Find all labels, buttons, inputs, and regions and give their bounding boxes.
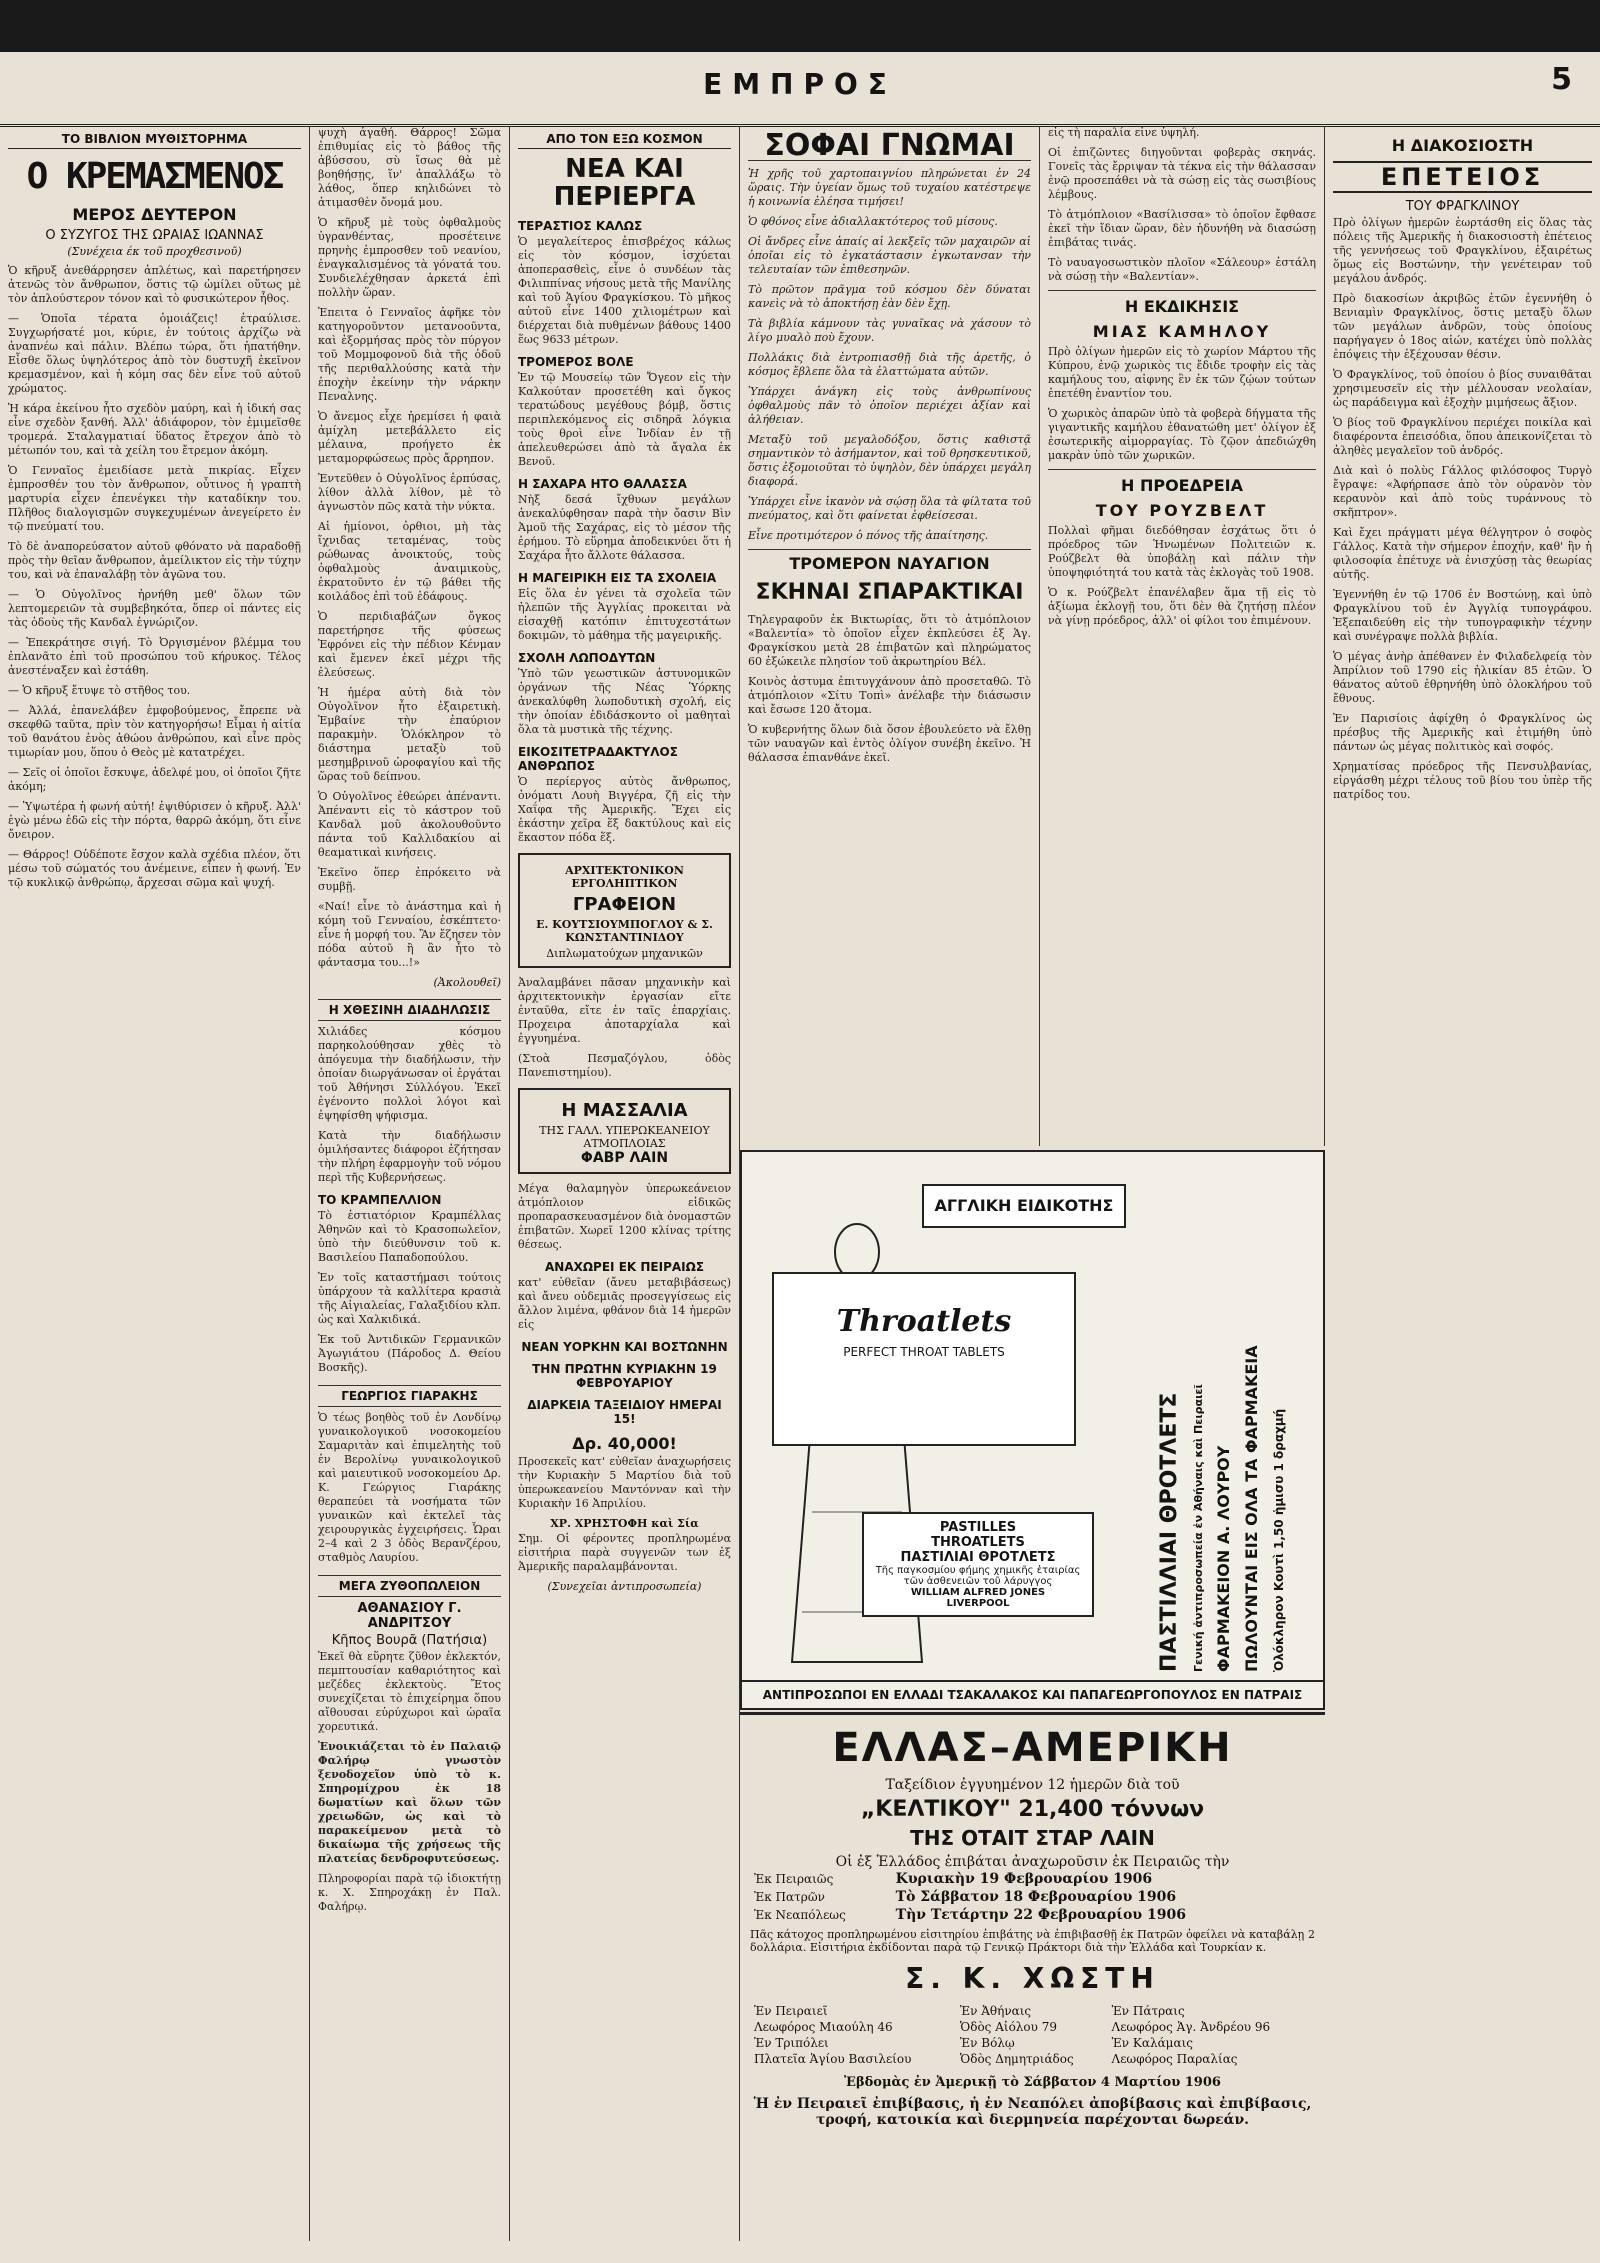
paragraph: — Θάρρος! Οὐδέποτε ἔσχον καλὰ σχέδια πλέον, ὅτι μέσω τοῦ σώματός του ἀνέμεινε, εἶπεν ἡ φωνή. Ἐν τῷ κυκλικῷ ἀνθρώπῳ, ἄρχεσαι σῶμα καὶ ψυχή. xyxy=(8,848,301,889)
ad-paragraph: Πᾶς κάτοχος προπληρωμένου εἰσιτηρίου ἐπιβάτης νὰ ἐπιβιβασθῇ ἐκ Πατρῶν ὀφείλει νὰ καταβάλῃ 2 δολλάρια. Εἰσιτήρια ἐκδίδονται παρὰ τῷ Γενικῷ Πράκτορι διὰ τὴν Ἑλλάδα καὶ Τουρκίαν κ. xyxy=(750,1928,1315,1954)
paragraph: Ἐκεῖ θὰ εὕρητε ζῦθον ἐκλεκτόν, πεμπτουσίαν καθαριότητος καὶ μεζέδες ἐκλεκτοὺς. Ἔτος συνεχίζεται τὸ ἐπιχείρημα ὅπου αἴθουσαι εὐρύχωροι καὶ ὡραῖα χορευτικά. xyxy=(318,1650,501,1733)
box-line: THROATLETS xyxy=(931,1535,1025,1550)
paragraph: Πολλαὶ φῆμαι διεδόθησαν ἐσχάτως ὅτι ὁ πρόεδρος τῶν Ἡνωμένων Πολιτειῶν κ. Ρούζβελτ θὰ ὑποβάλῃ καὶ πάλιν τὴν ὑποψηφιότητά του κατὰ τὰς ἐκλογὰς τοῦ 1908. xyxy=(1048,524,1316,579)
ad-location: Κῆπος Βουρᾶ (Πατήσια) xyxy=(331,1633,488,1648)
article-heading: ΤΟΥ ΦΡΑΓΚΛΙΝΟΥ xyxy=(1405,199,1520,214)
article-heading: ΕΠΕΤΕΙΟΣ xyxy=(1333,161,1592,193)
ad-subheading: ΑΘΑΝΑΣΙΟΥ Γ. ΑΝΔΡΙΤΣΟΥ xyxy=(357,1601,462,1631)
paragraph: Νὴξ δεσά ἴχθυων μεγάλων ἀνεκαλύφθησαν παρὰ τὴν ὄασιν Βὶν Ἀμοῦ τῆς Σαχάρας, εἰς τὸ μέσον τῆς ἐρήμου. Τὸ εὕρημα ἀποδεικνύει ὅτι ἡ Σαχάρα ἦτο ἄλλοτε θάλασσα. xyxy=(518,493,731,562)
subpart-title: Ο ΣΥΖΥΓΟΣ ΤΗΣ ΩΡΑΙΑΣ ΙΩΑΝΝΑΣ xyxy=(45,228,264,243)
office: Πλατεῖα Ἁγίου Βασιλείου xyxy=(754,2052,912,2066)
line-name: ΤΗΣ ΟΤΑΙΤ ΣΤΑΡ ΛΑΙΝ xyxy=(910,1826,1155,1850)
paragraph: Χρηματίσας πρόεδρος τῆς Πενσυλβανίας, εἰργάσθη μέχρι τέλους τοῦ βίου του ὑπὲρ τῆς πατρίδος του. xyxy=(1333,760,1592,801)
paragraph: Ἐνοικιάζεται τὸ ἐν Παλαιῷ Φαλήρῳ γνωστὸν ξενοδοχεῖον ὑπὸ τὸ κ. Σπηρομίχρου ἐκ 18 δωματίων καὶ ὅλων τῶν χρειωδῶν, ὡς καὶ τὸ παρακείμενον μετὰ τὸ δικαίωμα τῆς χρήσεως τῆς πλατείας δενδροφυτεύσεως. xyxy=(318,1740,501,1865)
columns-4-5-top xyxy=(740,126,1325,1146)
agent-name: Σ. Κ. ΧΩΣΤΗ xyxy=(905,1962,1160,1995)
paragraph: Ὁ κῆρυξ μὲ τοὺς ὀφθαλμοὺς ὑγρανθέντας, προσέτεινε πρηνὴς ἐμπροσθεν τοῦ νεανίου, ἐναγκαλισμένος τὰ γόνατά του. Συνδιελέχθησαν ἀρκετά ἐπὶ πολλὴν ὥραν. xyxy=(318,216,501,299)
continued-note: (Συνεχεῖαι ἀντιπροσωπεία) xyxy=(547,1580,702,1593)
ad-heading: ΤΗΝ ΠΡΩΤΗΝ ΚΥΡΙΑΚΗΝ 19 ΦΕΒΡΟΥΑΡΙΟΥ xyxy=(532,1362,717,1390)
paragraph: Μέγα θαλαμηγὸν ὑπερωκεάνειον ἀτμόπλοιον εἰδικῶς προπαρασκευασμένον διὰ ὀνομαστῶν ἐπιβατῶν. Χωρεῖ 1200 κλίνας τρίτης θέσεως. xyxy=(518,1182,731,1251)
saying: Τὸ πρῶτον πρᾶγμα τοῦ κόσμου δὲν δύναται κανεὶς νὰ τὸ ἀποκτήσῃ ἐὰν δὲν ἔχῃ. xyxy=(748,283,1031,310)
box-line: PASTILLES xyxy=(939,1520,1017,1535)
article-heading: ΤΡΟΜΕΡΟΝ ΝΑΥΑΓΙΟΝ xyxy=(748,549,1031,573)
ad-line: Διπλωματούχων μηχανικῶν xyxy=(546,947,703,960)
paragraph: ψυχὴ ἀγαθή. Θάρρος! Σῶμα ἐπιθυμίας εἰς τὸ βάθος τῆς ἀβύσσου, σὺ ἴσως θὰ μὲ βοηθήσῃς, ἵν' ἀπαλλάξω τὸ λάθος, ὅπερ κηλιδώνει τὸ ἀτιμασθὲν ὄνομά μου. xyxy=(318,126,501,209)
saying: Ὑπάρχει ἀνάγκη εἰς τοὺς ἀνθρωπίνους ὀφθαλμοὺς πᾶν τὸ ὁποῖον περιέχει ἀξίαν καὶ ἀλήθειαν. xyxy=(748,385,1031,426)
date: Τὴν Τετάρτην 22 Φεβρουαρίου 1906 xyxy=(895,1907,1186,1923)
ad-heading: ΜΕΓΑ ΖΥΘΟΠΩΛΕΙΟΝ xyxy=(318,1575,501,1597)
date: Τὸ Σάββατον 18 Φεβρουαρίου 1906 xyxy=(895,1889,1177,1905)
column-franklin xyxy=(1325,126,1600,2241)
departure-table xyxy=(750,1870,1315,1924)
article-heading: Η ΔΙΑΚΟΣΙΟΣΤΗ xyxy=(1391,136,1534,155)
ad-line: Η ΜΑΣΣΑΛΙΑ xyxy=(561,1100,688,1121)
paragraph: — Ὁ κῆρυξ ἔτυψε τὸ στῆθος του. xyxy=(8,684,191,697)
article-heading: Η ΜΑΓΕΙΡΙΚΗ ΕΙΣ ΤΑ ΣΧΟΛΕΙΑ xyxy=(518,571,717,585)
ad-label: ΑΓΓΛΙΚΗ ΕΙΔΙΚΟΤΗΣ xyxy=(922,1184,1126,1228)
ship-name: „ΚΕΛΤΙΚΟΥ" 21,400 τόννων xyxy=(860,1797,1205,1822)
paragraph: Διὰ καὶ ὁ πολὺς Γάλλος φιλόσοφος Τυργὸ ἔγραψε: «Ἀφήρπασε ἀπὸ τὸν οὐρανὸν τὸν κεραυνὸν καὶ ἀπὸ τοὺς τυράννους τὸ σκῆπτρον». xyxy=(1333,464,1592,519)
section-title: ΝΕΑ ΚΑΙ ΠΕΡΙΕΡΓΑ xyxy=(553,154,696,212)
table-row xyxy=(750,2051,1315,2067)
paragraph: Κατὰ τὴν διαδήλωσιν ὁμιλήσαντες διάφοροι ἐζήτησαν τὴν πλήρη ἐφαρμογὴν τοῦ νόμου περὶ τῆς Κυβερνήσεως. xyxy=(318,1129,501,1184)
vertical-ad-text: ΦΑΡΜΑΚΕΙΟΝ Α. ΛΟΥΡΟΥ xyxy=(1214,1445,1233,1672)
vertical-ad-text: Ὁλόκληρον Κουτὶ 1,50 ἡμισυ 1 δραχμή xyxy=(1272,1408,1286,1672)
paragraph: Ὁ κ. Ρούζβελτ ἐπανέλαβεν ἅμα τῇ εἰς τὸ ἀξίωμα ἐκλογῇ του, ὅτι δὲν θὰ ζητήσῃ πλέον νὰ γίνῃ πρόεδρος, ἀλλ' οἱ φίλοι του ἐπιμένουν. xyxy=(1048,586,1316,627)
port: Ἐκ Πειραιῶς xyxy=(754,1872,834,1886)
paragraph: Πρὸ ὀλίγων ἡμερῶν εἰς τὸ χωρίον Μάρτου τῆς Κύπρου, ἐνῷ χωρικὸς τις ἔδιδε τροφὴν εἰς τὰς καμήλους του, αἰφνης ἓν ἐκ τῶν ζῴων τούτων ἐπετέθη ἐναντίον του. xyxy=(1048,345,1316,400)
article-heading: Η ΠΡΟΕΔΡΕΙΑ xyxy=(1048,469,1316,495)
article-heading: ΣΚΗΝΑΙ ΣΠΑΡΑΚΤΙΚΑΙ xyxy=(755,580,1024,605)
paragraph: — Ὑψωτέρα ἡ φωνή αὐτή! ἐψιθύρισεν ὁ κῆρυξ. Ἀλλ' ἐγὼ μένω ἐδῶ εἰς τὴν πόρτα, θαρρῶ ἀκόμη, ὅτι εἶνε ὄνειρον. xyxy=(8,800,301,841)
ad-line: Ἡ ἐν Πειραιεῖ ἐπιβίβασις, ἡ ἐν Νεαπόλει ἀποβίβασις καὶ ἐπιβίβασις, τροφή, κατοικία καὶ διερμηνεία παρέχονται δωρεάν. xyxy=(753,2096,1312,2128)
table-row xyxy=(750,1870,1315,1888)
paragraph: Οἱ ἐπιζῶντες διηγοῦνται φοβερὰς σκηνάς. Γονεῖς τὰς ἔρριψαν τὰ τέκνα εἰς τὴν θάλασσαν ἐνῷ προσεπάθει νὰ τὰ σώσῃ εἰς τὰς σωσιβίους λέμβους. xyxy=(1048,146,1316,201)
ad-title: ΕΛΛΑΣ–ΑΜΕΡΙΚΗ xyxy=(832,1725,1233,1771)
vertical-ad-text: Γενική ἀντιπροσωπεία ἐν Ἀθήναις καὶ Πειραιεῖ xyxy=(1192,1384,1205,1672)
greece-america-shipping-ad xyxy=(740,1712,1325,2242)
box-line: ΠΑΣΤΙΛΙΑΙ ΘΡΟΤΛΕΤΣ xyxy=(900,1550,1056,1565)
paragraph: Ὁ περιδιαβάζων ὄγκος παρετήρησε τῆς φύσεως Ἐφρόνει εἰς τὴν πέδιον Κένμαν καὶ ἔμενεν ἐκεῖ μέχρι τῆς ἐλεύσεως. xyxy=(318,610,501,679)
paragraph: Ὁ Οὐγολῖνος ἐθεώρει ἀπέναντι. Ἀπέναντι εἰς τὸ κάστρον τοῦ Κανδαλ μοῦ ἀκολουθοῦντο πάντα τοῦ Καλλιδακίου αἱ θεαματικαὶ κινήσεις. xyxy=(318,790,501,859)
article-heading: ΤΟΥ ΡΟΥΖΒΕΛΤ xyxy=(1095,501,1269,520)
shipping-ad xyxy=(518,1088,731,1174)
date: Κυριακὴν 19 Φεβρουαρίου 1906 xyxy=(895,1871,1153,1887)
paragraph: Ἀναλαμβάνει πᾶσαν μηχανικὴν καὶ ἀρχιτεκτονικὴν ἐργασίαν εἴτε ἐνταῦθα, εἴτε ἐν ταῖς ἐπαρχίαις. Προχειρα ἁποταρχίαλα καὶ ἐγγυημένα. xyxy=(518,976,731,1045)
paragraph: Ὁ βίος τοῦ Φραγκλίνου περιέχει ποικίλα καὶ διαφέροντα ἐπεισόδια, ὅπου ἀπεικονίζεται τὸ ἀληθὲς μεγαλεῖον τοῦ ἀνδρός. xyxy=(1333,416,1592,457)
paragraph: Ἐν τοῖς καταστήμασι τούτοις ὑπάρχουν τὰ καλλίτερα κρασιὰ τῆς Αἰγιαλείας, Γαλαξιδίου κλπ. ὡς καὶ Χαλκιδικά. xyxy=(318,1271,501,1326)
paragraph: Ἐπειτα ὁ Γενναῖος ἀφῆκε τὸν κατηγοροῦντον μετανοοῦντα, καὶ ἐξορμήσας πρὸς τὸν πύργον τοῦ Μομμοφονοῦ διὰ τῆς ὁδοῦ τῆς περιθαλλούσης κατὰ τὴν ἐποχὴν ἐκείνην τὴν νάρκην Πεναλνης. xyxy=(318,306,501,403)
throatlets-advertisement xyxy=(740,1150,1325,1710)
column-world-news xyxy=(510,126,740,2241)
office: Ὁδὸς Δημητριάδος xyxy=(959,2052,1074,2066)
saying: Οἱ ἄνδρες εἶνε ἀπαίς αἱ λεκξεῖς τῶν μαχαιρῶν αἱ ὁποῖαι εἰς τὸ ἐγκατάστασιν ἐγκωτανσαν τὴν τελευταίαν τῶν ἐπιθεσηνῶν. xyxy=(748,235,1031,276)
ad-signature: ΧΡ. ΧΡΗΣΤΟΦΗ καὶ Σία xyxy=(550,1517,699,1530)
novel-title: Ο ΚΡΕΜΑΣΜΕΝΟΣ xyxy=(26,156,283,197)
paragraph: Σημ. Οἱ φέροντες προπληρωμένα εἰσιτήρια παρὰ συγγενῶν των ἐξ Ἀμερικῆς παραλαμβάνονται. xyxy=(518,1532,731,1573)
masthead xyxy=(0,60,1600,127)
box-line: Τῆς παγκοσμίου φήμης χημικῆς ἑταιρίας τῶν ἀσθενειῶν τοῦ λάρυγγος xyxy=(875,1565,1081,1587)
saying: Τὰ βιβλία κάμνουν τὰς γυναῖκας νὰ χάσουν τὸ λίγο μυαλὸ ποὺ ἔχουν. xyxy=(748,317,1031,344)
paragraph: — Σεῖς οἱ ὁποῖοι ἔσκυψε, ἀδελφέ μου, οἱ ὁποῖοι ζῆτε ἀκόμη; xyxy=(8,766,301,793)
table-row xyxy=(750,1888,1315,1906)
paragraph: Τηλεγραφοῦν ἐκ Βικτωρίας, ὅτι τὸ ἀτμόπλοιον «Βαλεντία» τὸ ὁποῖον εἶχεν ἐκπλεύσει ἐξ Ἁγ. Φραγκίσκου μετὰ 28 ἐπιβατῶν καὶ πληρώματος 60 ἐξώκειλε πλησίον τοῦ ἀκρωτηρίου Βέλ. xyxy=(748,613,1031,668)
continued-note: (Συνέχεια έκ τοῦ προχθεσινοῦ) xyxy=(67,245,242,258)
ad-line: Οἱ ἐξ Ἑλλάδος ἐπιβάται ἀναχωροῦσιν ἐκ Πειραιῶς τὴν xyxy=(835,1854,1230,1870)
article-heading: ΤΟ ΚΡΑΜΠΕΛΛΙΟΝ xyxy=(318,1193,442,1207)
paragraph: Ἐν τῷ Μουσείῳ τῶν Ὄγεον εἰς τὴν Καλκούταν προσετέθη καὶ ὄγκος τερατώδους μεγέθους βόμβ, ὅστις περιπλεκόμενος εἰς σιδηρᾶ λόγκια τοὺς θροὶ εἷνε Ἰνδίαν ἐν τῇ ἀπελευθερώσει ἀπὸ τὰ ἄγαλα ἐκ Βενοῦ. xyxy=(518,371,731,468)
box-line: WILLIAM ALFRED JONES xyxy=(910,1587,1046,1598)
table-row xyxy=(750,1906,1315,1924)
port: Ἐκ Πατρῶν xyxy=(754,1890,825,1904)
saying: Εἶνε προτιμότερον ὁ πόνος τῆς ἀπαίτησης. xyxy=(748,529,989,542)
article-heading: ΤΡΟΜΕΡΟΣ ΒΟΛΕ xyxy=(518,355,634,369)
tin-subtitle: PERFECT THROAT TABLETS xyxy=(843,1345,1005,1359)
ad-line: Ταξείδιον ἐγγυημένον 12 ἡμερῶν διὰ τοῦ xyxy=(885,1777,1180,1793)
paragraph: — Ὁ Οὐγολῖνος ἠρνήθη μεθ' ὅλων τῶν λεπτομερειῶν τὰ συμβεβηκότα, ὅπερ οἱ πάντες εἰς τὰς ὁδοὺς τῆς Κανδαλ ἐγνώριζον. xyxy=(8,588,301,629)
to-be-continued: (Ἀκολουθεῖ) xyxy=(433,976,501,989)
column-wise-sayings xyxy=(740,126,1040,1146)
office: Ἐν Ἀθήναις xyxy=(959,2004,1032,2018)
section-title: ΣΟΦΑΙ ΓΝΩΜΑΙ xyxy=(748,132,1031,161)
office: Ἐν Καλάμαις xyxy=(1111,2036,1193,2050)
saying: Μεταξὺ τοῦ μεγαλοδόξου, ὅστις καθιστᾷ σημαντικὸν τὸ ἀσήμαντον, καὶ τοῦ θρησκευτικοῦ, ὅστις ἐξομοιοῦται τὸ ὑψηλὸν, δὲν ὑπάρχει μεγάλη διαφορά. xyxy=(748,433,1031,488)
paragraph: Πρὸ ὀλίγων ἡμερῶν ἑωρτάσθη εἰς ὅλας τὰς πόλεις τῆς Ἀμερικῆς ἡ διακοσιοστὴ ἐπέτειος τῆς γεννήσεως τοῦ Φραγκλίνου, ἐξαιρέτως ὅμως εἰς Βοστώνην, τὴν γενέτειραν τοῦ μεγάλου ἀνδρός. xyxy=(1333,216,1592,285)
article-heading: Η ΧΘΕΣΙΝΗ ΔΙΑΔΗΛΩΣΙΣ xyxy=(318,999,501,1021)
article-heading: ΕΙΚΟΣΙΤΕΤΡΑΔΑΚΤΥΛΟΣ ΑΝΘΡΩΠΟΣ xyxy=(518,745,678,773)
paragraph: Τὸ ἀτμόπλοιον «Βασίλισσα» τὸ ὁποῖον ἔφθασε ἐκεῖ τὴν ἴδιαν ὥραν, δὲν ἠδυνήθη νὰ διασώσῃ ἐπιβάτας τινάς. xyxy=(1048,208,1316,249)
paragraph: Ἡ κάρα ἐκείνου ἦτο σχεδὸν μαύρη, καὶ ἡ ἰδική σας εἶνε σχεδὸν ξανθή. Ἀλλ' ἀδιάφορον, τὸν ἐμιμεῖσθε τρομερά. Σταλαγματιαί ὕδατος ἔτρεχον ἀπὸ τὸ μέτωπόν του, καὶ τὰ χείλη του ἔτρεμον ἀκόμη. xyxy=(8,402,301,457)
paragraph: Ἐντεῦθεν ὁ Οὐγολῖνος ἑρπύσας, λίθον ἀλλὰ λίθον, μὲ τὸ ἀγνωστὸν πῶς κατὰ τὴν νύκτα. xyxy=(318,472,501,513)
part-title: ΜΕΡΟΣ ΔΕΥΤΕΡΟΝ xyxy=(72,205,237,224)
paragraph: εἰς τὴ παραλία εἶνε ὑψηλή. xyxy=(1048,126,1200,139)
ad-heading: ΔΙΑΡΚΕΙΑ ΤΑΞΕΙΔΙΟΥ ΗΜΕΡΑΙ 15! xyxy=(527,1398,722,1426)
office: Λεωφόρος Παραλίας xyxy=(1111,2052,1238,2066)
paragraph: Τὸ ναυαγοσωστικὸν πλοῖον «Σάλεουρ» ἐστάλη νὰ σώσῃ τὴν «Βαλεντίαν». xyxy=(1048,256,1316,283)
office: Ἐν Τριπόλει xyxy=(754,2036,829,2050)
vertical-ad-text: ΠΑΣΤΙΛΛΙΑΙ ΘΡΟΤΛΕΤΣ xyxy=(1157,1392,1182,1672)
paragraph: Ὑπὸ τῶν γεωστικῶν ἀστυνομικῶν ὀργάνων τῆς Νέας Ὑόρκης ἀνεκαλύφθη λωποδυτικὴ σχολή, εἰς τὴν ὁποίαν ἐδιδάσκοντο οἱ μαθηταὶ ὅλα τὰ μυστικὰ τῆς τέχνης. xyxy=(518,667,731,736)
paragraph: Ἐκεῖνο ὅπερ ἐπρόκειτο νὰ συμβῇ. xyxy=(318,866,501,893)
paragraph: Ἐν Παρισίοις ἀφίχθη ὁ Φραγκλίνος ὡς πρέσβυς τῆς Ἀμερικῆς καὶ ἐτιμήθη ὑπὸ πάντων ὡς μέγας πολιτικὸς καὶ σοφός. xyxy=(1333,712,1592,753)
architect-ad xyxy=(518,853,731,968)
newspaper-title: ΕΜΠΡΟΣ xyxy=(703,68,897,101)
section-kicker: ΑΠΟ ΤΟΝ ΕΞΩ ΚΟΣΜΟΝ xyxy=(518,126,731,149)
paragraph: Ὁ μεγαλείτερος ἐπισβρέχος κάλως εἰς τὸν κόσμον, ἰσχύεται ἀποπερασθεὶς, εἶνε ὁ συνδέων τὰς Φιλιππίνας νήσους μετὰ τῆς Μανίλης καὶ τοῦ Ἁγίου Φραγκίσκου. Τὸ μῆκος αὐτοῦ εἶνε 1400 χιλιομέτρων καὶ διέρχεται διὰ πυθμένων βάθους 1400 ἕως 9633 μέτρων. xyxy=(518,235,731,346)
box-line: LIVERPOOL xyxy=(946,1598,1010,1609)
ad-line: ΦΑΒΡ ΛΑΙΝ xyxy=(580,1150,669,1166)
column-news xyxy=(1040,126,1325,1146)
saying: Ἡ χρῆς τοῦ χαρτοπαιγνίου πληρώνεται ἐν 24 ὥραις. Τὴν ὑγείαν ὅμως τοῦ τυχαίου κατέστρεψε ἡ κοινωνία ἐλέησα τιμήσει! xyxy=(748,167,1031,208)
column-novel-continued xyxy=(310,126,510,2241)
ad-price: Δρ. 40,000! xyxy=(572,1434,677,1453)
paragraph: Ἐγεννήθη ἐν τῷ 1706 ἐν Βοστώνῃ, καὶ ὑπὸ Φραγκλίνου τοῦ ἐν Ἀγγλίᾳ τυπογράφου. Ἐξεπαιδεύθη εἰς τὴν τυπογραφικὴν τέχνην καὶ συνέγραψε πολλὰ βιβλία. xyxy=(1333,588,1592,643)
paragraph: Ὁ κῆρυξ ἀνεθάρρησεν ἀπλέτως, καὶ παρετήρησεν ἀτενῶς τὸν ἄνθρωπον, ὅστις τῷ ὡμίλει οὕτως μὲ τὸν ἀπλούστερον τόνον καὶ τὸ φυσικώτερον ἦθος. xyxy=(8,264,301,305)
paragraph: Καὶ ἔχει πράγματι μέγα θέλγητρον ὁ σοφὸς Γάλλος. Κατὰ τὴν σήμερον ἐποχήν, καθ' ἣν ἡ φιλοσοφία ἐπέτυχε νὰ ἐνισχύσῃ τὰς θεωρίας αὐτῆς. xyxy=(1333,526,1592,581)
paragraph: Πρὸ διακοσίων ἀκριβῶς ἐτῶν ἐγεννήθη ὁ Βενιαμὶν Φραγκλίνος, ὅστις μεταξὺ ὅλων τῶν μεγάλων ἀνδρῶν, τοὺς ὁποίους παρήγαγεν ὁ 18ος αἰών, κατέχει ὑπὸ πολλὰς ἐπόψεις τὴν ἐξέχουσαν θέσιν. xyxy=(1333,292,1592,361)
article-heading: Η ΣΑΧΑΡΑ ΗΤΟ ΘΑΛΑΣΣΑ xyxy=(518,477,687,491)
article-heading: ΜΙΑΣ ΚΑΜΗΛΟΥ xyxy=(1092,322,1272,341)
paragraph: Τὸ δὲ ἀναπορεύσατον αὐτοῦ φθόνατο νὰ παραδοθῇ πρὸς τὴν θεῖαν ἄνθρωπον, ἀμείλικτον εἰς τὴν τύχην του, καὶ νὰ ἐπαναλάβῃ τὸν ἀγῶνα του. xyxy=(8,540,301,581)
office: Ἐν Πειραιεῖ xyxy=(754,2004,828,2018)
ad-line: Ε. ΚΟΥΤΣΙΟΥΜΠΟΓΛΟΥ & Σ. ΚΩΝΣΤΑΝΤΙΝΙΔΟΥ xyxy=(536,918,713,944)
paragraph: Ἐκ τοῦ Ἀντιδικῶν Γερμανικῶν Ἀγωγιάτου (Πάροδος Δ. Θείου Βοσκῆς). xyxy=(318,1333,501,1374)
ad-line: ΑΡΧΙΤΕΚΤΟΝΙΚΟΝ ΕΡΓΟΛΗΠΤΙΚΟΝ xyxy=(565,864,684,890)
office: Ἐν Πάτραις xyxy=(1111,2004,1185,2018)
paragraph: Τὸ ἑστιατόριον Κραμπέλλας Ἀθηνῶν καὶ τὸ Κρασοπωλεῖον, ὑπὸ τὴν διεύθυνσιν τοῦ κ. Βασιλείου Παπαδοπούλου. xyxy=(318,1209,501,1264)
paragraph: Ὁ χωρικὸς ἀπαρῶν ὑπὸ τὰ φοβερὰ δήγματα τῆς γιγαντικῆς καμήλου ἐθανατώθη μετ' ὀλίγον ἐξ ἐσωτερικῆς αἱμορραγίας. Τὸ ζῷον ἀπεδιώχθη μακρὰν ὑπὸ τῶν χωρικῶν. xyxy=(1048,407,1316,462)
ad-line: Ἐβδομὰς ἐν Ἀμερικῇ τὸ Σάββατον 4 Μαρτίου 1906 xyxy=(844,2075,1221,2090)
offices-table xyxy=(750,2003,1315,2067)
vertical-ad-text: ΠΩΛΟΥΝΤΑΙ ΕΙΣ ΟΛΑ ΤΑ ΦΑΡΜΑΚΕΙΑ xyxy=(1242,1345,1261,1672)
port: Ἐκ Νεαπόλεως xyxy=(754,1908,846,1922)
table-row xyxy=(750,2003,1315,2019)
article-heading: Η ΕΚΔΙΚΗΣΙΣ xyxy=(1048,290,1316,316)
ad-heading: ΝΕΑΝ ΥΟΡΚΗΝ ΚΑΙ ΒΟΣΤΩΝΗΝ xyxy=(521,1340,728,1354)
section-kicker: ΤΟ ΒΙΒΛΙΟΝ ΜΥΘΙΣΤΟΡΗΜΑ xyxy=(8,126,301,149)
office: Ἐν Βόλῳ xyxy=(959,2036,1015,2050)
ad-line: ΤΗΣ ΓΑΛΛ. ΥΠΕΡΩΚΕΑΝΕΙΟΥ ΑΤΜΟΠΛΟΙΑΣ xyxy=(539,1124,710,1150)
paragraph: Ὁ μέγας ἀνὴρ ἀπέθανεν ἐν Φιλαδελφείᾳ τὸν Ἀπρίλιον τοῦ 1790 εἰς ἡλικίαν 85 ἐτῶν. Ὁ θάνατος αὐτοῦ ἐθρηνήθη ὑπὸ ὁλοκλήρου τοῦ ἔθνους. xyxy=(1333,650,1592,705)
product-tin xyxy=(772,1272,1076,1446)
paragraph: — Ὁποῖα τέρατα ὁμοιάζεις! ἐτραύλισε. Συγχωρήσατέ μοι, κύριε, ἐν τούτοις ἀρχίζω νὰ ἀναπνέω καὶ πάλιν. Βλέπω τώρα, ὅτι ἠπατήθην. Εἶσθε ὅλως ὑψηλότερος ἀπὸ τὸν δυστυχῆ ἐκεῖνον κρεμασμένον, καὶ ἡ κόμη σας δὲν εἶνε τοῦ αὐτοῦ χρώματος. xyxy=(8,312,301,395)
paragraph: (Στοὰ Πεσμαζόγλου, ὁδὸς Πανεπιστημίου). xyxy=(518,1052,731,1079)
office: Ὁδὸς Αἰόλου 79 xyxy=(959,2020,1058,2034)
paragraph: Αἱ ἡμίονοι, ὀρθιοι, μὴ τὰς ἴχνιδας τεταμένας, τοὺς ρώθωνας ἀνοικτούς, τοὺς ὀφθαλμοὺς ἀναιμικοὺς, ἐκρατοῦντο ἐν τῷ βάθει τῆς κοιλάδος ἐπὶ τοῦ ἐδάφους. xyxy=(318,520,501,603)
paragraph: κατ' εὐθεῖαν (ἄνευ μεταβιβάσεως) καὶ ἄνευ οὐδεμιᾶς προσεγγίσεως εἰς ἄλλον λιμένα, φθάνον διὰ 14 ἡμερῶν εἰς xyxy=(518,1276,731,1331)
paragraph: Ὁ ἄνεμος εἶχε ἠρεμίσει ἡ φαιὰ ἀμίχλη μετεβάλλετο εἰς μέλαινα, προήγετο ἐκ μεταμορφώσεως πρὸς ἄρρηπον. xyxy=(318,410,501,465)
page-number: 5 xyxy=(1551,62,1572,97)
saying: Ὁ φθόνος εἶνε ἀδιαλλακτότερος τοῦ μίσους. xyxy=(748,215,998,228)
paragraph: Ὁ Φραγκλίνος, τοῦ ὁποίου ὁ βίος συναιθᾶται χρησιμευσεῖν εἰς τὴν μέλλουσαν νεολαίαν, ὡς παράδειγμα καὶ ἐξοχὴν μιμήσεως ἄξιον. xyxy=(1333,368,1592,409)
paragraph: Χιλιάδες κόσμου παρηκολούθησαν χθὲς τὸ ἀπόγευμα τὴν διαδήλωσιν, τὴν ὁποίαν διωργάνωσαν οἱ ἐργάται τοῦ Ἀθήνησι Σύλλόγου. Ἐκεῖ ἐγένοντο πολλοὶ λόγοι καὶ ἐψηφίσθη ψήφισμα. xyxy=(318,1025,501,1122)
office: Λεωφόρος Μιαούλη 46 xyxy=(754,2020,893,2034)
paragraph: Ὁ Γενναῖος ἐμειδίασε μετὰ πικρίας. Εἶχεν ἐμπροσθέν του τὸν ἄνθρωπον, οὗτινος ἡ γραπτὴ μαρτυρία εἶχεν ἐπενέγκει τὴν καταδίκην του. Πλῆθος διαλογισμῶν συγκεχυμένων ἀνεγείρετο ἐν τῷ πνεύματί του. xyxy=(8,464,301,533)
column-serial-novel xyxy=(0,126,310,2241)
paragraph: Πληροφορίαι παρὰ τῷ ἰδιοκτήτῃ κ. Χ. Σπηροχάκῃ ἐν Παλ. Φαλήρῳ. xyxy=(318,1872,501,1913)
paragraph: «Ναί! εἶνε τὸ ἀνάστημα καὶ ἡ κόμη τοῦ Γενναίου, ἐσκέπτετο· εἶνε ἡ μορφή του. Ἂν ἔζησεν τὸν πόδα αὐτοῦ ἢ ἂν ἦτο τὸ φάντασμα του...!» xyxy=(318,900,501,969)
product-box xyxy=(862,1512,1094,1617)
paragraph: Ἡ ἡμέρα αὐτὴ διὰ τὸν Οὐγολῖνον ἦτο ἐξαιρετικὴ. Ἐμβαίνε τὴν ἐπαύριον παρακμὴν. Ὁλόκληρον τὸ διάστημα μεταξὺ τοῦ μεσημβρινοῦ ὡροφαγίου καὶ τῆς ὥρας τοῦ δείπνου. xyxy=(318,686,501,783)
paragraph: Ὁ κυβερνήτης ὅλων διὰ ὅσον ἐβουλεύετο νὰ ἔλθῃ τῶν ναυαγῶν καὶ ἐντὸς ὀλίγον συνέβη ἐκεῖνο. Ἡ θάλασσα ἐπιανθάνε ἐκεῖ. xyxy=(748,723,1031,764)
saying: Ὑπάρχει εἶνε ἰκανὸν νὰ σῴσῃ ὅλα τὰ φίλτατα τοῦ πνεύματος, καὶ ὅτι φαίνεται ἐφθείσεσαι. xyxy=(748,495,1031,522)
scan-top-edge xyxy=(0,0,1600,52)
table-row xyxy=(750,2019,1315,2035)
ad-footer: ΑΝΤΙΠΡΟΣΩΠΟΙ ΕΝ ΕΛΛΑΔΙ ΤΣΑΚΑΛΑΚΟΣ ΚΑΙ ΠΑΠΑΓΕΩΡΓΟΠΟΥΛΟΣ ΕΝ ΠΑΤΡΑΙΣ xyxy=(742,1680,1323,1708)
ad-line: ΓΡΑΦΕΙΟΝ xyxy=(572,894,677,915)
tin-brand: Throatlets xyxy=(836,1304,1012,1339)
paragraph: — Ἐπεκράτησε σιγή. Τὸ Ὀργισμένον βλέμμα του ἐπλανᾶτο ἐπὶ τοῦ προσώπου τοῦ κήρυκος. Τέλος ἀνεστέναξεν καὶ ἐστάθη. xyxy=(8,636,301,677)
paragraph: Κοινὸς ἀστυμα ἐπιτυγχάνουν ἀπὸ προσεταθῶ. Τὸ ἀτμόπλοιον «Σίτυ Τοπὶ» ἀνέλαβε τὴν διάσωσιν καὶ ἔσωσε 120 ἄτομα. xyxy=(748,675,1031,716)
table-row xyxy=(750,2035,1315,2051)
ad-heading: ΓΕΩΡΓΙΟΣ ΓΙΑΡΑΚΗΣ xyxy=(318,1385,501,1407)
paragraph: Προσεκεῖς κατ' εὐθεῖαν ἀναχωρήσεις τὴν Κυριακὴν 5 Μαρτίου διὰ τοῦ ὑπερωκεανείου Μαντόνναν καὶ τὴν Κυριακὴν 16 Ἀπριλίου. xyxy=(518,1455,731,1510)
saying: Πολλάκις διὰ ἐντροπιασθῇ διὰ τῆς ἀρετῆς, ὁ κόσμος ἔβλεπε ὅλα τὰ ἐλαττώματα αὐτῶν. xyxy=(748,351,1031,378)
article-heading: ΣΧΟΛΗ ΛΩΠΟΔΥΤΩΝ xyxy=(518,651,656,665)
office: Λεωφόρος Ἁγ. Ἀνδρέου 96 xyxy=(1111,2020,1271,2034)
paragraph: Ὁ τέως βοηθὸς τοῦ ἐν Λονδίνῳ γυναικολογικοῦ νοσοκομείου Σαμαριτὰν καὶ ἐπιμελητὴς τοῦ ἐν Βερολίνῳ γυναικολογικοῦ καὶ μαιευτικοῦ νοσοκομείου Δρ. Κ. Γεώργιος Γιαράκης θεραπεύει τὰ νοσήματα τῶν γυναικῶν καὶ ἐκτελεῖ τὰς χειρουργικὰς ἐγχειρήσεις. Ὧραι 2–4 καὶ 2 3 ὁδὸς Βερανζέρου, σταθμὸς Λαυρίου. xyxy=(318,1411,501,1564)
paragraph: — Ἀλλά, ἐπανελάβεν ἐμφοβούμενος, ἔπρεπε νὰ σκεφθῶ ταῦτα, πρὶν τὸν κατηγορήσω! Εἶμαι ἡ αἰτία τοῦ θανάτου ἑνὸς ἀθώου ἀνθρώπου, καὶ εἶνε πρὸς τιμωρίαν μου, ὅπου ὁ Θεὸς μὲ κατατρέχει. xyxy=(8,704,301,759)
paragraph: Εἰς ὅλα ἐν γένει τὰ σχολεῖα τῶν ἠλεπῶν τῆς Ἀγγλίας προκειται νὰ εἰσαχθῇ κατόπιν ἐπιτυχεστάτων δοκιμῶν, τὸ μάθημα τῆς μαγειρικῆς. xyxy=(518,587,731,642)
article-heading: ΤΕΡΑΣΤΙΟΣ ΚΑΛΩΣ xyxy=(518,219,643,233)
paragraph: Ὁ περίεργος αὐτὸς ἄνθρωπος, ὀνόματι Λουὴ Βιγγέρα, ζῆ εἰς τὴν Χαΐφα τῆς Ἀμερικῆς. Ἔχει εἰς ἑκάστην χεῖρα ἕξ δακτύλους καὶ εἰς ἕκαστον πόδα ἕξ. xyxy=(518,775,731,844)
ad-heading: ΑΝΑΧΩΡΕΙ ΕΚ ΠΕΙΡΑΙΩΣ xyxy=(544,1260,705,1274)
